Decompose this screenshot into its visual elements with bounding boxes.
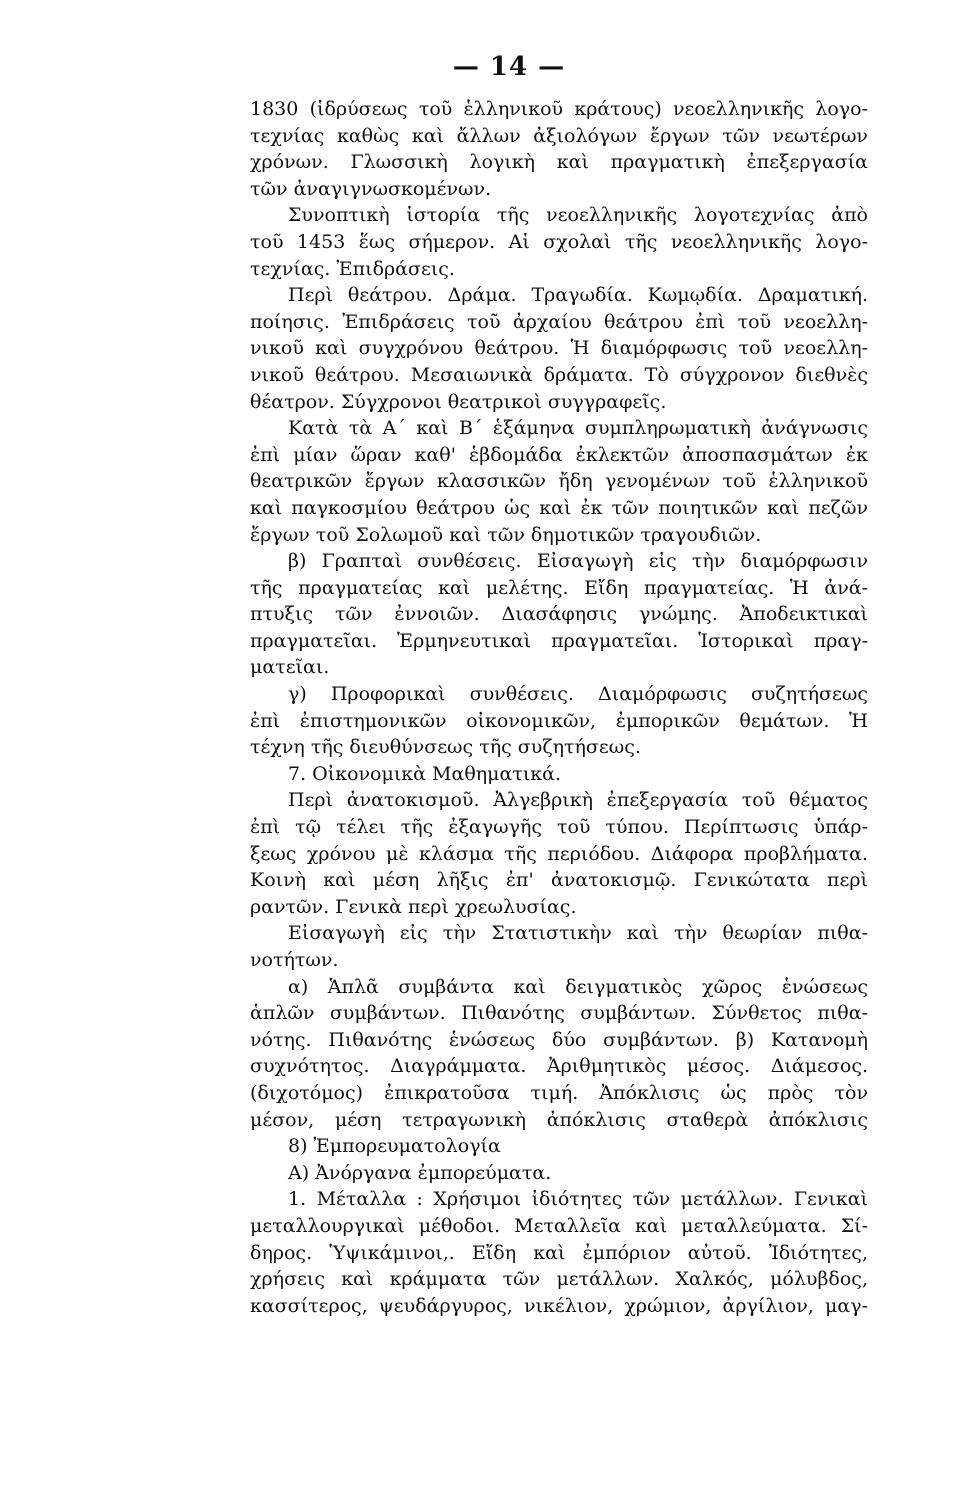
- body-text: [250, 96, 868, 1319]
- text-line: κασσίτερος, ψευδάργυρος, νικέλιον, χρώμιον, ἀργίλιον, μαγ-: [250, 1294, 868, 1317]
- text-line: νοτήτων.: [250, 949, 339, 971]
- text-line: πτυξις τῶν ἐννοιῶν. Διασάφησις γνώμης. Ἀποδεικτικαὶ: [250, 603, 868, 626]
- text-line: τῆς πραγματείας καὶ μελέτης. Εἴδη πραγματείας. Ἡ ἀνά-: [250, 576, 868, 599]
- text-line: πραγματεῖαι. Ἑρμηνευτικαὶ πραγματεῖαι. Ἱστορικαὶ πραγ-: [250, 629, 868, 652]
- text-line: ποίησις. Ἐπιδράσεις τοῦ ἀρχαίου θεάτρου ἐπὶ τοῦ νεοελλη-: [250, 310, 868, 333]
- text-line: τῶν ἀναγιγνωσκομένων.: [250, 177, 492, 200]
- text-line: τέχνη τῆς διευθύνσεως τῆς συζητήσεως.: [250, 736, 641, 759]
- text-line: ἐπὶ ἐπιστημονικῶν οἰκονομικῶν, ἐμπορικῶν θεμάτων. Ἡ: [250, 709, 868, 732]
- text-line: ἐπὶ τῷ τέλει τῆς ἐξαγωγῆς τοῦ τύπου. Περίπτωσις ὑπάρ-: [250, 816, 868, 839]
- page-number: — 14 —: [452, 52, 566, 82]
- text-line: Συνοπτικὴ ἱστορία τῆς νεοελληνικῆς λογοτεχνίας ἀπὸ: [288, 204, 868, 227]
- text-line: 1830 (ἱδρύσεως τοῦ ἑλληνικοῦ κράτους) νεοελληνικῆς λογο-: [250, 98, 868, 120]
- text-line: θεατρικῶν ἔργων κλασσικῶν ἤδη γενομένων τοῦ ἑλληνικοῦ: [250, 470, 868, 493]
- text-line: ραντῶν. Γενικὰ περὶ χρεωλυσίας.: [250, 895, 577, 918]
- text-line: 7. Οἰκονομικὰ Μαθηματικά.: [288, 762, 562, 785]
- text-line: συχνότητος. Διαγράμματα. Ἀριθμητικὸς μέσος. Διάμεσος.: [250, 1055, 868, 1078]
- text-line: (διχοτόμος) ἐπικρατοῦσα τιμή. Ἀπόκλισις ὡς πρὸς τὸν: [250, 1081, 868, 1104]
- text-line: ἁπλῶν συμβάντων. Πιθανότης συμβάντων. Σύνθετος πιθα-: [250, 1002, 868, 1025]
- text-line: ἐπὶ μίαν ὥραν καθ' ἑβδομάδα ἐκλεκτῶν ἀποσπασμάτων ἐκ: [250, 443, 868, 466]
- text-line: Α) Ἀνόργανα ἐμπορεύματα.: [288, 1161, 552, 1184]
- text-line: νικοῦ θεάτρου. Μεσαιωνικὰ δράματα. Τὸ σύγχρονον διεθνὲς: [250, 363, 868, 386]
- text-line: α) Ἁπλᾶ συμβάντα καὶ δειγματικὸς χῶρος ἑνώσεως: [288, 975, 868, 998]
- text-line: Περὶ θεάτρου. Δράμα. Τραγωδία. Κωμῳδία. Δραματική.: [288, 284, 868, 307]
- text-line: καὶ παγκοσμίου θεάτρου ὡς καὶ ἐκ τῶν ποιητικῶν καὶ πεζῶν: [250, 496, 868, 519]
- text-line: 1. Μέταλλα : Χρήσιμοι ἰδιότητες τῶν μετάλλων. Γενικαὶ: [288, 1188, 868, 1211]
- text-line: γ) Προφορικαὶ συνθέσεις. Διαμόρφωσις συζητήσεως: [288, 683, 868, 706]
- text-line: μεταλλουργικαὶ μέθοδοι. Μεταλλεῖα καὶ μεταλλεύματα. Σί-: [250, 1214, 868, 1237]
- text-line: 8) Ἐμπορευματολογία: [288, 1135, 501, 1158]
- text-line: ματεῖαι.: [250, 656, 330, 679]
- text-line: νότης. Πιθανότης ἑνώσεως δύο συμβάντων. β) Κατανομὴ: [250, 1028, 868, 1051]
- text-line: τεχνίας. Ἐπιδράσεις.: [250, 257, 455, 280]
- text-line: Κοινὴ καὶ μέση λῆξις ἐπ' ἀνατοκισμῷ. Γενικώτατα περὶ: [250, 869, 868, 892]
- text-line: τοῦ 1453 ἕως σήμερον. Αἱ σχολαὶ τῆς νεοελληνικῆς λογο-: [250, 230, 868, 253]
- text-line: δηρος. Ὑψικάμινοι,. Εἴδη καὶ ἐμπόριον αὐτοῦ. Ἰδιότητες,: [250, 1241, 868, 1264]
- text-line: Εἰσαγωγὴ εἰς τὴν Στατιστικὴν καὶ τὴν θεωρίαν πιθα-: [288, 922, 868, 945]
- text-line: χρόνων. Γλωσσικὴ λογικὴ καὶ πραγματικὴ ἐπεξεργασία: [250, 151, 868, 174]
- text-line: μέσον, μέση τετραγωνικὴ ἀπόκλισις σταθερὰ ἀπόκλισις: [250, 1108, 868, 1131]
- text-line: ἔργων τοῦ Σολωμοῦ καὶ τῶν δημοτικῶν τραγουδιῶν.: [250, 523, 762, 546]
- text-line: Κατὰ τὰ Α΄ καὶ Β΄ ἑξάμηνα συμπληρωματικὴ ἀνάγνωσις: [288, 417, 868, 440]
- text-line: θέατρον. Σύγχρονοι θεατρικοὶ συγγραφεῖς.: [250, 390, 667, 413]
- text-line: ξεως χρόνου μὲ κλάσμα τῆς περιόδου. Διάφορα προβλήματα.: [250, 842, 868, 865]
- text-line: τεχνίας καθὼς καὶ ἄλλων ἀξιολόγων ἔργων τῶν νεωτέρων: [250, 124, 868, 147]
- text-line: νικοῦ καὶ συγχρόνου θεάτρου. Ἡ διαμόρφωσις τοῦ νεοελλη-: [250, 337, 868, 360]
- text-line: β) Γραπταὶ συνθέσεις. Εἰσαγωγὴ εἰς τὴν διαμόρφωσιν: [288, 550, 868, 573]
- text-line: χρήσεις καὶ κράμματα τῶν μετάλλων. Χαλκός, μόλυβδος,: [250, 1268, 868, 1291]
- text-line: Περὶ ἀνατοκισμοῦ. Ἀλγεβρικὴ ἐπεξεργασία τοῦ θέματος: [288, 789, 868, 812]
